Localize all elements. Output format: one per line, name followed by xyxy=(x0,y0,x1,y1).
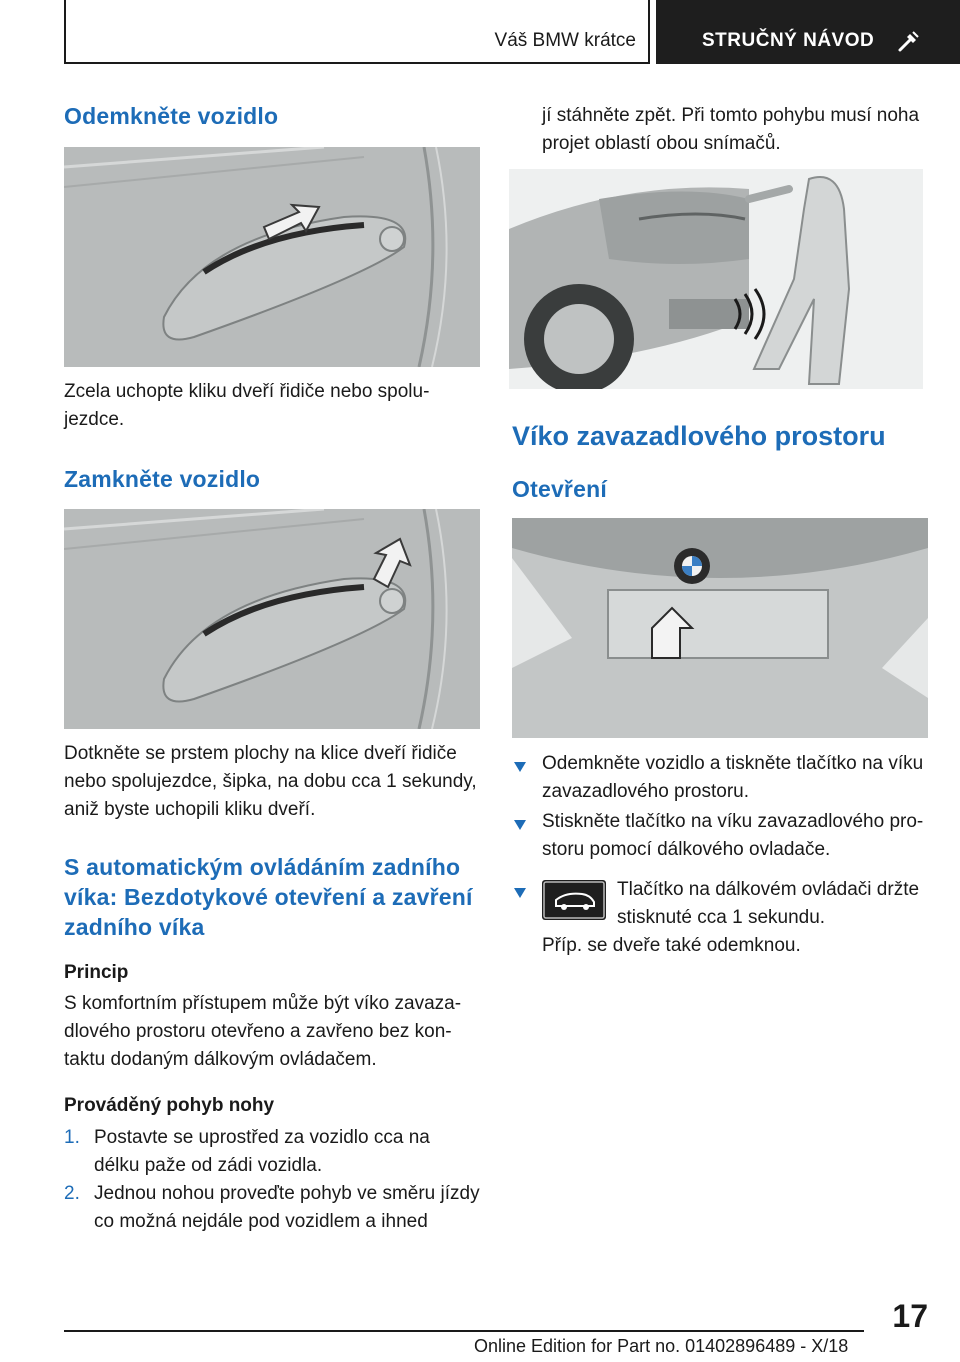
trunk-button-image xyxy=(512,518,928,738)
triangle-bullet-icon xyxy=(514,762,526,772)
triangle-bullet-icon xyxy=(514,888,526,898)
footer-edition: Online Edition for Part no. 01402896489 - X/18 xyxy=(474,1336,849,1356)
header-title: Váš BMW krátce xyxy=(494,30,636,51)
triangle-bullet-icon xyxy=(514,820,526,830)
trunk-lid-heading: Víko zavazadlového prostoru xyxy=(512,421,886,451)
principle-text: S komfortním přístupem může být víko zavaza-dlového prostoru otevřeno a zavřeno bez kon-taktu dodaným dálkovým ovládačem. xyxy=(64,993,462,1070)
step-number: 1. xyxy=(64,1127,80,1148)
header-tab-label: STRUČNÝ NÁVOD xyxy=(702,30,875,51)
note-text: Příp. se dveře také odemknou. xyxy=(542,935,801,956)
step-text: Postavte se uprostřed za vozidlo cca na délku paže od zádi vozidla. xyxy=(94,1127,430,1176)
door-handle-unlock-image xyxy=(64,147,480,367)
step-text: Jednou nohou proveďte pohyb ve směru jízdy co možná nejdále pod vozidlem a ihned xyxy=(94,1183,480,1232)
foot-motion-heading: Prováděný pohyb nohy xyxy=(64,1095,275,1116)
foot-gesture-image xyxy=(509,169,923,389)
opening-heading: Otevření xyxy=(512,476,607,502)
unlock-heading: Odemkněte vozidlo xyxy=(64,103,279,129)
auto-tailgate-heading: S automatickým ovládáním zadního víka: Bezdotykové otevření a zavření zadního víka xyxy=(64,854,473,940)
unlock-text: Zcela uchopte kliku dveří řidiče nebo spolu-jezdce. xyxy=(64,381,430,430)
lock-text: Dotkněte se prstem plochy na klice dveří řidiče nebo spolujezdce, šipka, na dobu cca 1 sekundy, aniž byste uchopili kliku dveří. xyxy=(64,743,477,820)
header-frame xyxy=(64,0,650,64)
principle-heading: Princip xyxy=(64,962,129,983)
wrench-icon xyxy=(896,28,922,54)
continuation-text: jí stáhněte zpět. Při tomto pohybu musí noha projet oblastí obou snímačů. xyxy=(542,105,920,154)
page-number: 17 xyxy=(892,1298,928,1334)
car-trunk-key-icon xyxy=(542,880,606,920)
lock-heading: Zamkněte vozidlo xyxy=(64,466,261,492)
header-tab[interactable] xyxy=(656,0,960,64)
footer-rule xyxy=(64,1330,864,1332)
bullet-text: Tlačítko na dálkovém ovládači držte stisknuté cca 1 sekundu. xyxy=(617,879,920,928)
bullet-text: Odemkněte vozidlo a tiskněte tlačítko na víku zavazadlového prostoru. xyxy=(542,753,924,802)
door-handle-lock-image xyxy=(64,509,480,729)
bullet-text: Stiskněte tlačítko na víku zavazadlového pro-storu pomocí dálkového ovladače. xyxy=(542,811,924,860)
step-number: 2. xyxy=(64,1183,80,1204)
